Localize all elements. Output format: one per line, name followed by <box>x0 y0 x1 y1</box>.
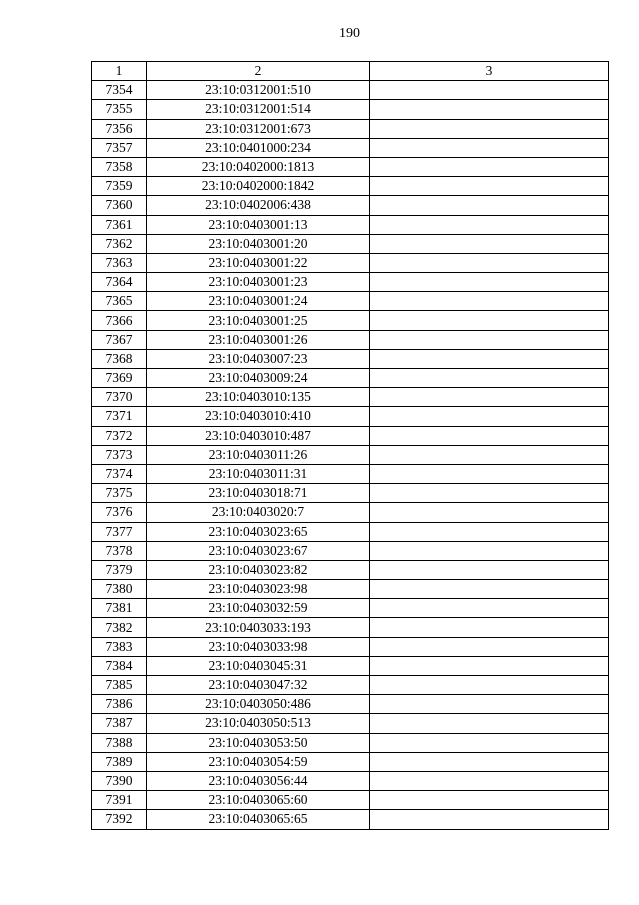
cadastral-number-cell: 23:10:0403023:65 <box>147 522 370 541</box>
cadastral-number-cell: 23:10:0403010:135 <box>147 388 370 407</box>
notes-cell <box>370 253 609 272</box>
notes-cell <box>370 138 609 157</box>
table-row <box>92 349 609 368</box>
table-row <box>92 618 609 637</box>
row-number-cell: 7366 <box>92 311 147 330</box>
table-row <box>92 771 609 790</box>
row-number-cell: 7375 <box>92 484 147 503</box>
table-row <box>92 369 609 388</box>
notes-cell <box>370 656 609 675</box>
cadastral-number-cell: 23:10:0403010:487 <box>147 426 370 445</box>
row-number-cell: 7392 <box>92 810 147 829</box>
cadastral-number-cell: 23:10:0312001:514 <box>147 100 370 119</box>
table-row <box>92 791 609 810</box>
row-number-cell: 7362 <box>92 234 147 253</box>
table-row <box>92 215 609 234</box>
cadastral-number-cell: 23:10:0403054:59 <box>147 752 370 771</box>
cadastral-number-cell: 23:10:0403001:25 <box>147 311 370 330</box>
row-number-cell: 7383 <box>92 637 147 656</box>
row-number-cell: 7355 <box>92 100 147 119</box>
table-row <box>92 119 609 138</box>
table-row <box>92 196 609 215</box>
notes-cell <box>370 119 609 138</box>
table-row <box>92 733 609 752</box>
table-row <box>92 388 609 407</box>
table-row <box>92 234 609 253</box>
table-row <box>92 580 609 599</box>
column-header-1: 1 <box>92 62 147 81</box>
table-row <box>92 100 609 119</box>
cadastral-number-cell: 23:10:0403050:486 <box>147 695 370 714</box>
table-row <box>92 656 609 675</box>
table-header-row <box>92 62 609 81</box>
cadastral-number-cell: 23:10:0403009:24 <box>147 369 370 388</box>
cadastral-number-cell: 23:10:0403056:44 <box>147 771 370 790</box>
row-number-cell: 7364 <box>92 273 147 292</box>
notes-cell <box>370 215 609 234</box>
registry-table <box>91 61 609 830</box>
notes-cell <box>370 311 609 330</box>
row-number-cell: 7373 <box>92 445 147 464</box>
table-row <box>92 503 609 522</box>
row-number-cell: 7356 <box>92 119 147 138</box>
table-row <box>92 522 609 541</box>
notes-cell <box>370 714 609 733</box>
notes-cell <box>370 752 609 771</box>
notes-cell <box>370 541 609 560</box>
table-row <box>92 407 609 426</box>
row-number-cell: 7354 <box>92 81 147 100</box>
notes-cell <box>370 695 609 714</box>
cadastral-number-cell: 23:10:0403053:50 <box>147 733 370 752</box>
row-number-cell: 7379 <box>92 560 147 579</box>
notes-cell <box>370 369 609 388</box>
row-number-cell: 7367 <box>92 330 147 349</box>
notes-cell <box>370 407 609 426</box>
cadastral-number-cell: 23:10:0403020:7 <box>147 503 370 522</box>
table-row <box>92 752 609 771</box>
row-number-cell: 7372 <box>92 426 147 445</box>
row-number-cell: 7382 <box>92 618 147 637</box>
cadastral-number-cell: 23:10:0403023:82 <box>147 560 370 579</box>
cadastral-number-cell: 23:10:0403033:193 <box>147 618 370 637</box>
table-row <box>92 484 609 503</box>
row-number-cell: 7374 <box>92 464 147 483</box>
row-number-cell: 7389 <box>92 752 147 771</box>
table-row <box>92 292 609 311</box>
table-row <box>92 157 609 176</box>
cadastral-number-cell: 23:10:0403001:23 <box>147 273 370 292</box>
row-number-cell: 7371 <box>92 407 147 426</box>
notes-cell <box>370 292 609 311</box>
row-number-cell: 7357 <box>92 138 147 157</box>
notes-cell <box>370 349 609 368</box>
notes-cell <box>370 445 609 464</box>
row-number-cell: 7369 <box>92 369 147 388</box>
cadastral-number-cell: 23:10:0403001:24 <box>147 292 370 311</box>
cadastral-number-cell: 23:10:0403023:98 <box>147 580 370 599</box>
row-number-cell: 7386 <box>92 695 147 714</box>
notes-cell <box>370 273 609 292</box>
notes-cell <box>370 196 609 215</box>
cadastral-number-cell: 23:10:0402000:1842 <box>147 177 370 196</box>
notes-cell <box>370 330 609 349</box>
notes-cell <box>370 791 609 810</box>
notes-cell <box>370 599 609 618</box>
row-number-cell: 7384 <box>92 656 147 675</box>
cadastral-number-cell: 23:10:0403011:31 <box>147 464 370 483</box>
row-number-cell: 7376 <box>92 503 147 522</box>
table-row <box>92 560 609 579</box>
row-number-cell: 7378 <box>92 541 147 560</box>
page-number: 190 <box>339 26 360 41</box>
table-row <box>92 676 609 695</box>
notes-cell <box>370 426 609 445</box>
notes-cell <box>370 464 609 483</box>
table-row <box>92 695 609 714</box>
table-row <box>92 330 609 349</box>
row-number-cell: 7388 <box>92 733 147 752</box>
cadastral-number-cell: 23:10:0403033:98 <box>147 637 370 656</box>
cadastral-number-cell: 23:10:0403065:60 <box>147 791 370 810</box>
table-row <box>92 714 609 733</box>
table-row <box>92 464 609 483</box>
cadastral-number-cell: 23:10:0401000:234 <box>147 138 370 157</box>
table-row <box>92 599 609 618</box>
row-number-cell: 7360 <box>92 196 147 215</box>
row-number-cell: 7380 <box>92 580 147 599</box>
table-row <box>92 81 609 100</box>
notes-cell <box>370 234 609 253</box>
notes-cell <box>370 810 609 829</box>
row-number-cell: 7359 <box>92 177 147 196</box>
notes-cell <box>370 157 609 176</box>
table-row <box>92 637 609 656</box>
cadastral-number-cell: 23:10:0403045:31 <box>147 656 370 675</box>
row-number-cell: 7387 <box>92 714 147 733</box>
cadastral-number-cell: 23:10:0403050:513 <box>147 714 370 733</box>
cadastral-number-cell: 23:10:0403047:32 <box>147 676 370 695</box>
column-header-2: 2 <box>147 62 370 81</box>
cadastral-number-cell: 23:10:0403065:65 <box>147 810 370 829</box>
table-row <box>92 177 609 196</box>
notes-cell <box>370 771 609 790</box>
notes-cell <box>370 560 609 579</box>
table-row <box>92 541 609 560</box>
table-row <box>92 311 609 330</box>
cadastral-number-cell: 23:10:0403001:20 <box>147 234 370 253</box>
notes-cell <box>370 484 609 503</box>
row-number-cell: 7377 <box>92 522 147 541</box>
notes-cell <box>370 676 609 695</box>
cadastral-number-cell: 23:10:0312001:673 <box>147 119 370 138</box>
cadastral-number-cell: 23:10:0403032:59 <box>147 599 370 618</box>
row-number-cell: 7368 <box>92 349 147 368</box>
notes-cell <box>370 733 609 752</box>
notes-cell <box>370 618 609 637</box>
row-number-cell: 7390 <box>92 771 147 790</box>
cadastral-number-cell: 23:10:0403018:71 <box>147 484 370 503</box>
notes-cell <box>370 522 609 541</box>
cadastral-number-cell: 23:10:0403011:26 <box>147 445 370 464</box>
cadastral-number-cell: 23:10:0403023:67 <box>147 541 370 560</box>
row-number-cell: 7385 <box>92 676 147 695</box>
table-row <box>92 810 609 829</box>
cadastral-number-cell: 23:10:0403001:22 <box>147 253 370 272</box>
notes-cell <box>370 637 609 656</box>
cadastral-number-cell: 23:10:0403001:13 <box>147 215 370 234</box>
row-number-cell: 7370 <box>92 388 147 407</box>
row-number-cell: 7361 <box>92 215 147 234</box>
row-number-cell: 7365 <box>92 292 147 311</box>
notes-cell <box>370 388 609 407</box>
notes-cell <box>370 81 609 100</box>
cadastral-number-cell: 23:10:0402006:438 <box>147 196 370 215</box>
row-number-cell: 7363 <box>92 253 147 272</box>
notes-cell <box>370 580 609 599</box>
cadastral-number-cell: 23:10:0403001:26 <box>147 330 370 349</box>
table-row <box>92 138 609 157</box>
notes-cell <box>370 503 609 522</box>
cadastral-number-cell: 23:10:0402000:1813 <box>147 157 370 176</box>
row-number-cell: 7358 <box>92 157 147 176</box>
table-row <box>92 445 609 464</box>
column-header-3: 3 <box>370 62 609 81</box>
row-number-cell: 7391 <box>92 791 147 810</box>
cadastral-number-cell: 23:10:0403007:23 <box>147 349 370 368</box>
row-number-cell: 7381 <box>92 599 147 618</box>
notes-cell <box>370 177 609 196</box>
table-row <box>92 426 609 445</box>
cadastral-number-cell: 23:10:0312001:510 <box>147 81 370 100</box>
table-row <box>92 253 609 272</box>
table-row <box>92 273 609 292</box>
notes-cell <box>370 100 609 119</box>
cadastral-number-cell: 23:10:0403010:410 <box>147 407 370 426</box>
